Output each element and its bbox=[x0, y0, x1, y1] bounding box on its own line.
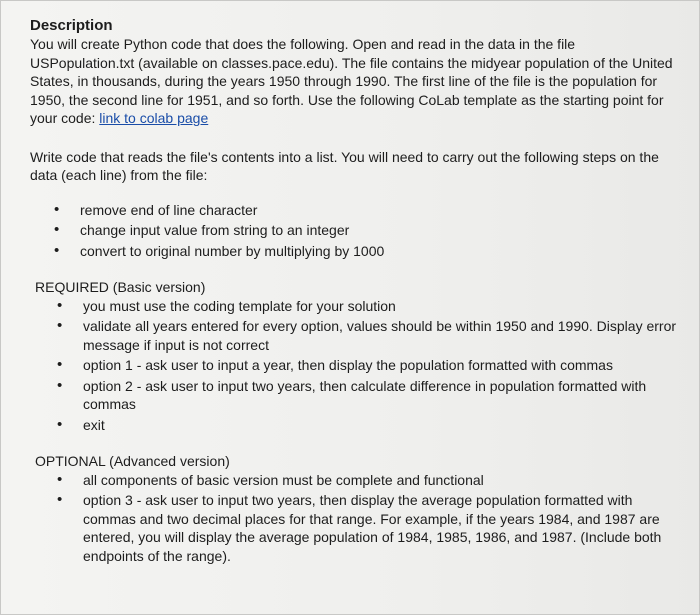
steps-list bbox=[30, 201, 680, 261]
optional-list bbox=[35, 471, 680, 566]
list-item: • all components of basic version must be complete and functional bbox=[83, 471, 680, 490]
list-item: • option 3 - ask user to input two years, then display the average population formatted with commas and two decimal places for that range. For example, if the years 1984, and 1987 are entered, you will display the average population of 1984, 1985, 1986, and 1987. (Include both endpoints of the range). bbox=[83, 491, 680, 565]
intro-paragraph bbox=[30, 35, 680, 128]
colab-link[interactable]: link to colab page bbox=[99, 110, 209, 126]
required-list bbox=[35, 297, 680, 435]
required-section bbox=[30, 278, 680, 434]
optional-heading: OPTIONAL (Advanced version) bbox=[35, 453, 230, 469]
intro-text: You will create Python code that does the following. Open and read in the data in the file USPopulation.txt (available on classes.pace.edu). The file contains the midyear population of the United States, in thousands, during the years 1950 through 1990. The first line of the file is the population for 1950, the second line for 1951, and so forth. Use the following CoLab template as the starting point for your code: bbox=[30, 36, 673, 126]
list-item: • exit bbox=[83, 416, 680, 435]
list-item: • convert to original number by multiplying by 1000 bbox=[80, 242, 680, 261]
list-item: • remove end of line character bbox=[80, 201, 680, 220]
list-item: • you must use the coding template for your solution bbox=[83, 297, 680, 316]
list-item: • option 2 - ask user to input two years, then calculate difference in population formatted with commas bbox=[83, 377, 680, 414]
list-item: • option 1 - ask user to input a year, then display the population formatted with commas bbox=[83, 356, 680, 375]
list-item: • change input value from string to an integer bbox=[80, 221, 680, 240]
description-heading: Description bbox=[30, 17, 113, 34]
list-item: • validate all years entered for every option, values should be within 1950 and 1990. Display error message if input is not correct bbox=[83, 317, 680, 354]
steps-intro-paragraph: Write code that reads the file's contents into a list. You will need to carry out the following steps on the data (each line) from the file: bbox=[30, 148, 659, 183]
required-heading: REQUIRED (Basic version) bbox=[35, 279, 206, 295]
optional-section bbox=[30, 452, 680, 565]
